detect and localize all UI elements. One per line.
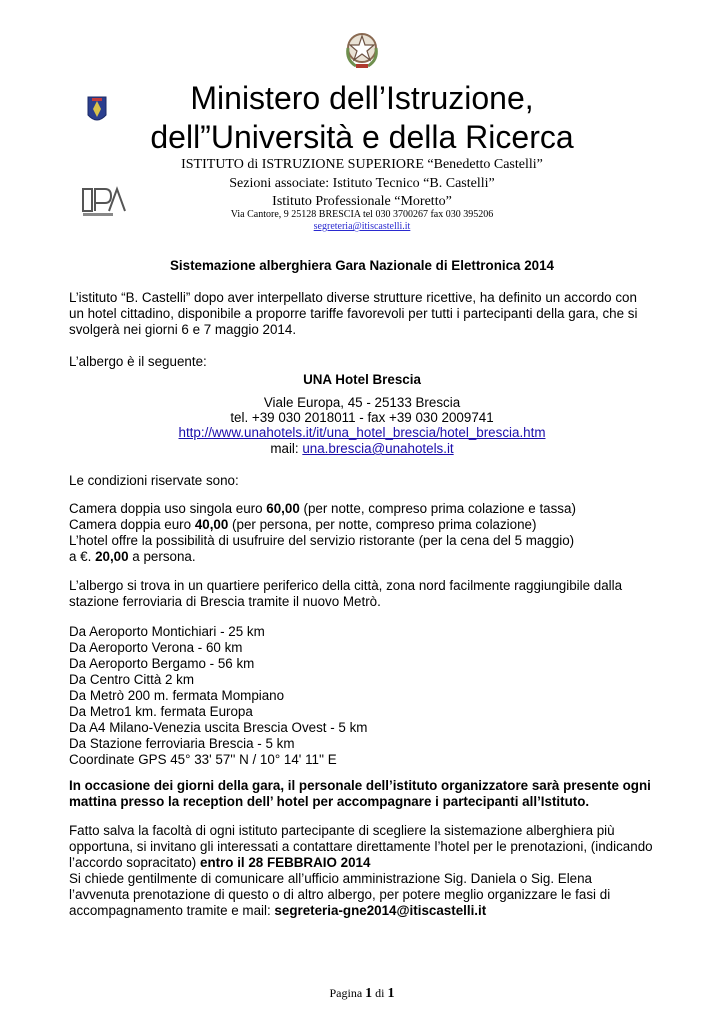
page-number: 1 <box>365 986 373 1001</box>
distance-item: Da Aeroporto Verona - 60 km <box>69 640 243 655</box>
distance-item: Coordinate GPS 45° 33' 57'' N / 10° 14' 11'' E <box>69 752 337 767</box>
condition-price: 40,00 <box>194 517 229 532</box>
hotel-mail-row <box>0 441 724 457</box>
hotel-mail-link[interactable]: una.brescia@unahotels.it <box>302 441 454 456</box>
condition-single-room <box>69 501 576 517</box>
intro-line: svolgerà nei giorni 6 e 7 maggio 2014. <box>69 322 297 337</box>
hotel-phone: tel. +39 030 2018011 - fax +39 030 2009741 <box>230 410 494 425</box>
conditions-intro: Le condizioni riservate sono: <box>69 473 239 488</box>
institute-address: Via Cantore, 9 25128 BRESCIA tel 030 3700267 fax 030 395206 <box>230 209 494 220</box>
distance-item: Da A4 Milano-Venezia uscita Brescia Ovest - 5 km <box>69 720 368 735</box>
contact-email: segreteria-gne2014@itiscastelli.it <box>274 903 487 918</box>
hotel-url-row <box>0 425 724 441</box>
institute-professional: Istituto Professionale “Moretto” <box>272 194 452 209</box>
hotel-mail-label: mail: <box>270 441 303 456</box>
closing-line <box>69 855 653 871</box>
hotel-intro: L’albergo è il seguente: <box>69 354 207 369</box>
closing-line: l’avvenuta prenotazione di questo o di altro albergo, per potere meglio organizzare le fasi di <box>69 887 611 902</box>
closing-paragraph <box>69 823 653 919</box>
condition-restaurant: L’hotel offre la possibilità di usufruire del servizio ristorante (per la cena del 5 maggio) <box>69 533 575 548</box>
page-total: 1 <box>387 986 395 1001</box>
document-title: Sistemazione alberghiera Gara Nazionale di Elettronica 2014 <box>169 258 554 273</box>
distance-item: Da Metro1 km. fermata Europa <box>69 704 253 719</box>
condition-text: Camera doppia uso singola euro <box>69 501 267 516</box>
page-label: Pagina <box>329 986 366 1000</box>
closing-text: l’accordo sopracitato) <box>69 855 200 870</box>
intro-line: un hotel cittadino, disponibile a proporre tariffe favorevoli per tutti i partecipanti della gara, che si <box>69 306 638 321</box>
ministry-title-line1: Ministero dell’Istruzione, <box>190 80 534 116</box>
institute-name: ISTITUTO di ISTRUZIONE SUPERIORE “Benedetto Castelli” <box>181 157 543 172</box>
closing-line: opportuna, si invitano gli interessati a contattare direttamente l’hotel per le prenotazioni, (indicando <box>69 839 653 854</box>
location-paragraph <box>69 578 622 610</box>
closing-text: accompagnamento tramite e mail: <box>69 903 275 918</box>
notice-line: mattina presso la reception dell’ hotel per accompagnare i partecipanti all’Istituto. <box>69 794 590 809</box>
ministry-title-line2: dell”Università e della Ricerca <box>150 119 574 155</box>
location-line: L’albergo si trova in un quartiere periferico della città, zona nord facilmente raggiungibile dalla <box>69 578 623 593</box>
condition-text: (per notte, compreso prima colazione e tassa) <box>299 501 576 516</box>
hotel-name: UNA Hotel Brescia <box>303 372 421 387</box>
condition-text: (per persona, per notte, compreso prima colazione) <box>228 517 537 532</box>
condition-restaurant-price <box>69 549 576 565</box>
page-footer <box>0 986 724 1002</box>
institute-sections: Sezioni associate: Istituto Tecnico “B. Castelli” <box>229 176 495 191</box>
condition-price: 20,00 <box>95 549 129 564</box>
page-of-label: di <box>372 986 388 1000</box>
distance-item: Da Centro Città 2 km <box>69 672 195 687</box>
intro-paragraph <box>69 290 637 338</box>
condition-text: a €. <box>69 549 96 564</box>
closing-line <box>69 903 653 919</box>
condition-double-room <box>69 517 576 533</box>
institute-email-link[interactable]: segreteria@itiscastelli.it <box>313 221 411 232</box>
location-line: stazione ferroviaria di Brescia tramite il nuovo Metrò. <box>69 594 381 609</box>
republic-emblem-icon <box>342 28 382 70</box>
closing-line: Fatto salva la facoltà di ogni istituto partecipante di scegliere la sistemazione alberghiera più <box>69 823 615 838</box>
distance-item: Da Stazione ferroviaria Brescia - 5 km <box>69 736 295 751</box>
distance-item: Da Aeroporto Montichiari - 25 km <box>69 624 265 639</box>
condition-text: Camera doppia euro <box>69 517 195 532</box>
condition-text: a persona. <box>128 549 196 564</box>
condition-price: 60,00 <box>266 501 300 516</box>
closing-line: Si chiede gentilmente di comunicare all’ufficio amministrazione Sig. Daniela o Sig. Elena <box>69 871 593 886</box>
distances-list <box>69 624 367 768</box>
intro-line: L’istituto “B. Castelli” dopo aver interpellato diverse strutture ricettive, ha definito un accordo con <box>69 290 637 305</box>
notice-paragraph <box>69 778 651 810</box>
distance-item: Da Metrò 200 m. fermata Mompiano <box>69 688 285 703</box>
notice-line: In occasione dei giorni della gara, il personale dell’istituto organizzatore sarà presente ogni <box>69 778 651 793</box>
hotel-address: Viale Europa, 45 - 25133 Brescia <box>263 395 461 410</box>
distance-item: Da Aeroporto Bergamo - 56 km <box>69 656 255 671</box>
hotel-url-link[interactable]: http://www.unahotels.it/it/una_hotel_brescia/hotel_brescia.htm <box>178 425 546 440</box>
conditions-list <box>69 501 576 565</box>
institute-email-row <box>0 221 724 233</box>
deadline: entro il 28 FEBBRAIO 2014 <box>200 855 371 870</box>
